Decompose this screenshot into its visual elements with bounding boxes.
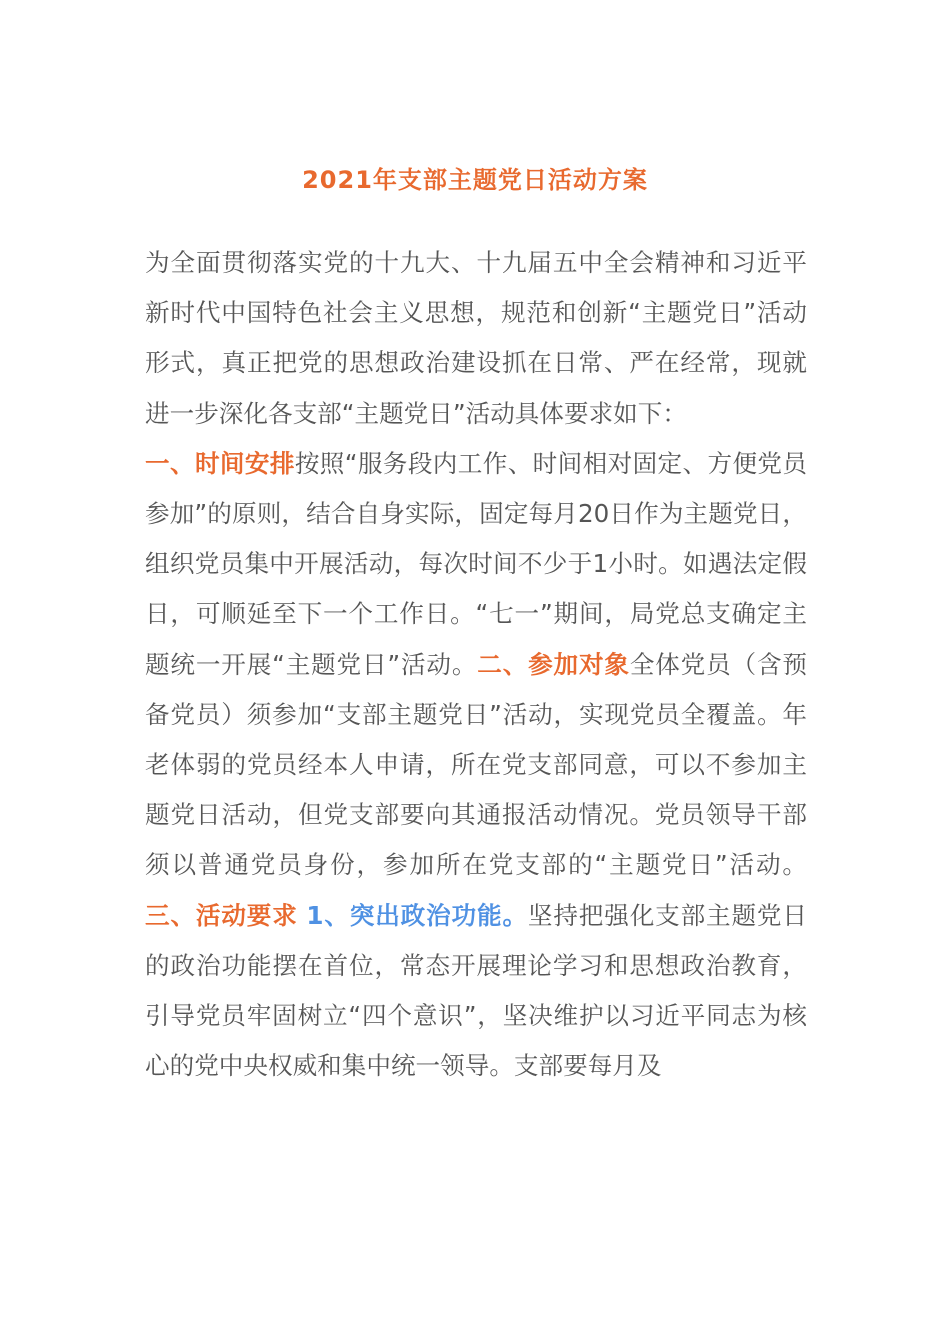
subsection-text-political-function: 坚持把强化支部主题党日的政治功能摆在首位，常态开展理论学习和思想政治教育，引导党员牢固树立“四个意识”，坚决维护以习近平同志为核心的党中央权威和集中统一领导。支部要每月及 [145,900,807,1081]
intro-paragraph: 为全面贯彻落实党的十九大、十九届五中全会精神和习近平新时代中国特色社会主义思想，规范和创新“主题党日”活动形式，真正把党的思想政治建设抓在日常、严在经常，现就进一步深化各支部“主题党日”活动具体要求如下： [145,248,807,428]
section-heading-participants: 二、参加对象 [477,649,630,679]
section-text-time: 按照“服务段内工作、时间相对固定、方便党员参加”的原则，结合自身实际，固定每月20日作为主题党日，组织党员集中开展活动，每次时间不少于1小时。如遇法定假日，可顺延至下一个工作日。“七一”期间，局党总支确定主题统一开展“主题党日”活动。 [145,448,807,679]
document-title: 2021年支部主题党日活动方案 [302,166,648,194]
section-heading-requirements: 三、活动要求 [145,900,298,930]
subsection-heading-political-function: 1、突出政治功能。 [306,900,528,930]
document-body [145,238,807,1091]
section-text-participants: 全体党员（含预备党员）须参加“支部主题党日”活动，实现党员全覆盖。年老体弱的党员经本人申请，所在党支部同意，可以不参加主题党日活动，但党支部要向其通报活动情况。党员领导干部须以普通党员身份，参加所在党支部的“主题党日”活动。 [145,649,807,880]
section-heading-time: 一、时间安排 [145,448,295,478]
main-paragraph [145,439,807,1092]
